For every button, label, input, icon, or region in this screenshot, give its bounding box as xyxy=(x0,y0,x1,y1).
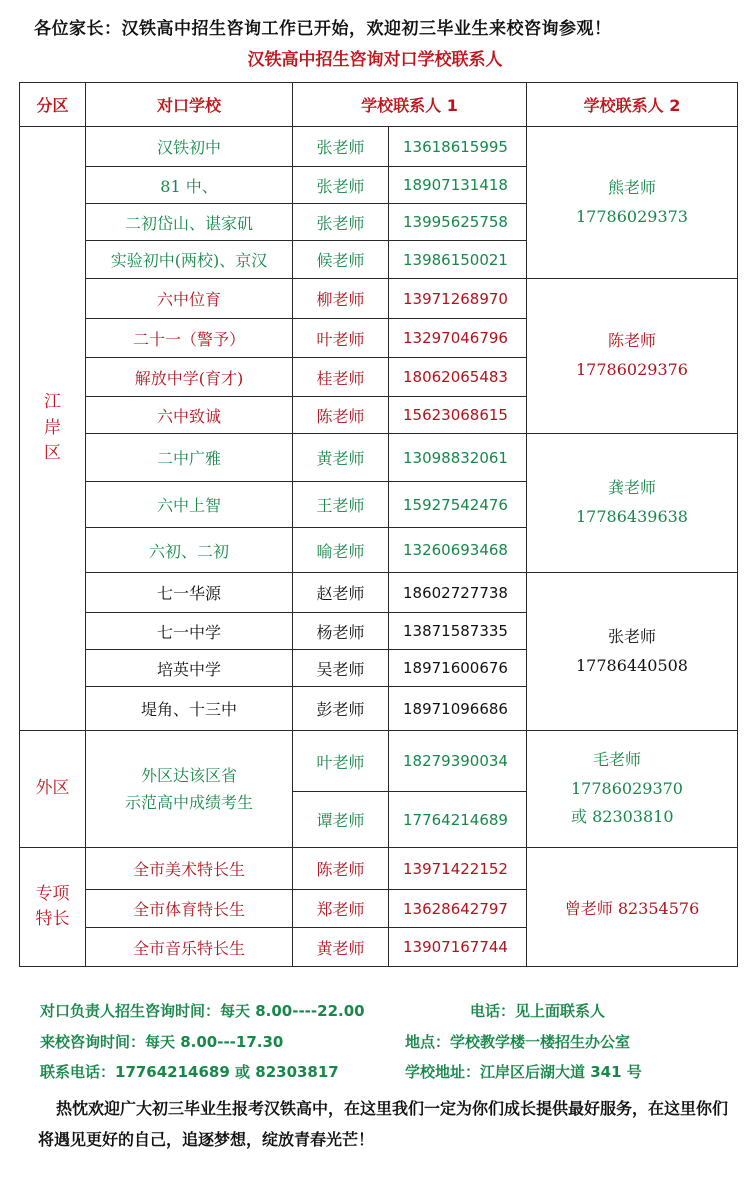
teacher-cell: 谭老师 xyxy=(293,792,389,848)
phone-cell: 13971422152 xyxy=(389,848,527,890)
teacher-cell: 候老师 xyxy=(293,241,389,279)
school-cell: 六中上智 xyxy=(86,482,293,528)
teacher-cell: 王老师 xyxy=(293,482,389,528)
phone-cell: 13628642797 xyxy=(389,890,527,928)
phone-cell: 18971096686 xyxy=(389,687,527,731)
phone-cell: 18907131418 xyxy=(389,167,527,204)
contact2-cell xyxy=(527,279,738,434)
phone-cell: 13907167744 xyxy=(389,928,527,967)
notice-line: 各位家长：汉铁高中招生咨询工作已开始，欢迎初三毕业生来校咨询参观！ xyxy=(34,19,612,39)
teacher-cell: 杨老师 xyxy=(293,613,389,650)
teacher-cell: 喻老师 xyxy=(293,528,389,573)
table-title: 汉铁高中招生咨询对口学校联系人 xyxy=(247,50,503,70)
teacher-cell: 张老师 xyxy=(293,204,389,241)
school-cell: 六中致诚 xyxy=(86,397,293,434)
phone-cell: 18279390034 xyxy=(389,731,527,792)
table-row xyxy=(20,279,738,319)
table-row xyxy=(20,573,738,613)
phone-cell: 18062065483 xyxy=(389,358,527,397)
contact2-phone: 17786029373 xyxy=(576,206,688,226)
phone-cell: 13098832061 xyxy=(389,434,527,482)
zone-waiqu: 外区 xyxy=(20,731,86,848)
phone-cell: 13871587335 xyxy=(389,613,527,650)
table-row xyxy=(20,127,738,167)
teacher-cell: 赵老师 xyxy=(293,573,389,613)
closing-paragraph: 热忱欢迎广大初三毕业生报考汉铁高中，在这里我们一定为你们成长提供最好服务，在这里你们将遇见更好的自己，追逐梦想，绽放青春光芒！ xyxy=(38,1099,729,1149)
contact2-name: 陈老师 xyxy=(607,331,656,351)
school-cell: 二十一（警予） xyxy=(86,319,293,358)
contact2-name: 熊老师 xyxy=(607,177,656,197)
teacher-cell: 彭老师 xyxy=(293,687,389,731)
contact-table xyxy=(19,82,738,967)
teacher-cell: 张老师 xyxy=(293,167,389,204)
contact2-name: 龚老师 xyxy=(607,478,656,498)
school-address: 学校地址：江岸区后湖大道 341 号 xyxy=(405,1063,642,1081)
school-cell: 汉铁初中 xyxy=(86,127,293,167)
contact2-phone: 17786439638 xyxy=(576,507,688,526)
phone-cell: 13995625758 xyxy=(389,204,527,241)
contact2-cell xyxy=(527,573,738,731)
table-row xyxy=(20,731,738,792)
location: 地点：学校教学楼一楼招生办公室 xyxy=(405,1033,631,1051)
consult-hours: 对口负责人招生咨询时间：每天 8.00----22.00 xyxy=(40,1002,365,1020)
zone-special: 专项 特长 xyxy=(20,848,86,967)
teacher-cell: 吴老师 xyxy=(293,650,389,687)
teacher-cell: 叶老师 xyxy=(293,731,389,792)
contact2-cell xyxy=(527,434,738,573)
col-header-zone: 分区 xyxy=(20,83,86,127)
school-cell: 81 中、 xyxy=(86,167,293,204)
col-header-contact2: 学校联系人 2 xyxy=(527,83,738,127)
school-cell: 堤角、十三中 xyxy=(86,687,293,731)
school-cell: 七一华源 xyxy=(86,573,293,613)
contact2-phone: 17786440508 xyxy=(576,655,688,675)
contact2-phone: 17786029370 xyxy=(571,778,683,798)
teacher-cell: 叶老师 xyxy=(293,319,389,358)
zone-jiangan: 江 岸 区 xyxy=(20,127,86,731)
phone-cell: 13297046796 xyxy=(389,319,527,358)
school-cell: 六初、二初 xyxy=(86,528,293,573)
phone-cell: 18971600676 xyxy=(389,650,527,687)
school-cell: 解放中学(育才) xyxy=(86,358,293,397)
table-row xyxy=(20,848,738,890)
school-cell: 二初岱山、谌家矶 xyxy=(86,204,293,241)
contact2-cell xyxy=(527,731,738,848)
visit-hours: 来校咨询时间：每天 8.00---17.30 xyxy=(40,1033,284,1051)
contact2-name: 张老师 xyxy=(607,626,656,646)
teacher-cell: 陈老师 xyxy=(293,397,389,434)
phone-cell: 18602727738 xyxy=(389,573,527,613)
teacher-cell: 桂老师 xyxy=(293,358,389,397)
school-cell: 全市体育特长生 xyxy=(86,890,293,928)
school-cell: 六中位育 xyxy=(86,279,293,319)
teacher-cell: 郑老师 xyxy=(293,890,389,928)
header-row xyxy=(20,83,738,127)
phone-cell: 17764214689 xyxy=(389,792,527,848)
school-cell: 全市美术特长生 xyxy=(86,848,293,890)
phone-cell: 13618615995 xyxy=(389,127,527,167)
contact2-name: 毛老师 xyxy=(593,749,642,769)
table-row xyxy=(20,434,738,482)
school-cell: 外区达该区省 示范高中成绩考生 xyxy=(86,731,293,848)
phone-cell: 13986150021 xyxy=(389,241,527,279)
school-cell: 七一中学 xyxy=(86,613,293,650)
phone-note: 电话：见上面联系人 xyxy=(470,1002,606,1020)
col-header-school: 对口学校 xyxy=(86,83,293,127)
col-header-contact1: 学校联系人 1 xyxy=(293,83,527,127)
contact2-cell: 曾老师 82354576 xyxy=(527,848,738,967)
phone-cell: 15927542476 xyxy=(389,482,527,528)
phone-cell: 13260693468 xyxy=(389,528,527,573)
contact2-phone: 17786029376 xyxy=(576,360,688,379)
school-cell: 二中广雅 xyxy=(86,434,293,482)
teacher-cell: 柳老师 xyxy=(293,279,389,319)
school-cell: 培英中学 xyxy=(86,650,293,687)
contact2-cell xyxy=(527,127,738,279)
teacher-cell: 黄老师 xyxy=(293,434,389,482)
teacher-cell: 黄老师 xyxy=(293,928,389,967)
contact2-alt: 或 82303810 xyxy=(571,807,674,827)
teacher-cell: 陈老师 xyxy=(293,848,389,890)
school-cell: 全市音乐特长生 xyxy=(86,928,293,967)
contact-phone: 联系电话：17764214689 或 82303817 xyxy=(40,1063,339,1081)
phone-cell: 13971268970 xyxy=(389,279,527,319)
phone-cell: 15623068615 xyxy=(389,397,527,434)
school-cell: 实验初中(两校)、京汉 xyxy=(86,241,293,279)
teacher-cell: 张老师 xyxy=(293,127,389,167)
